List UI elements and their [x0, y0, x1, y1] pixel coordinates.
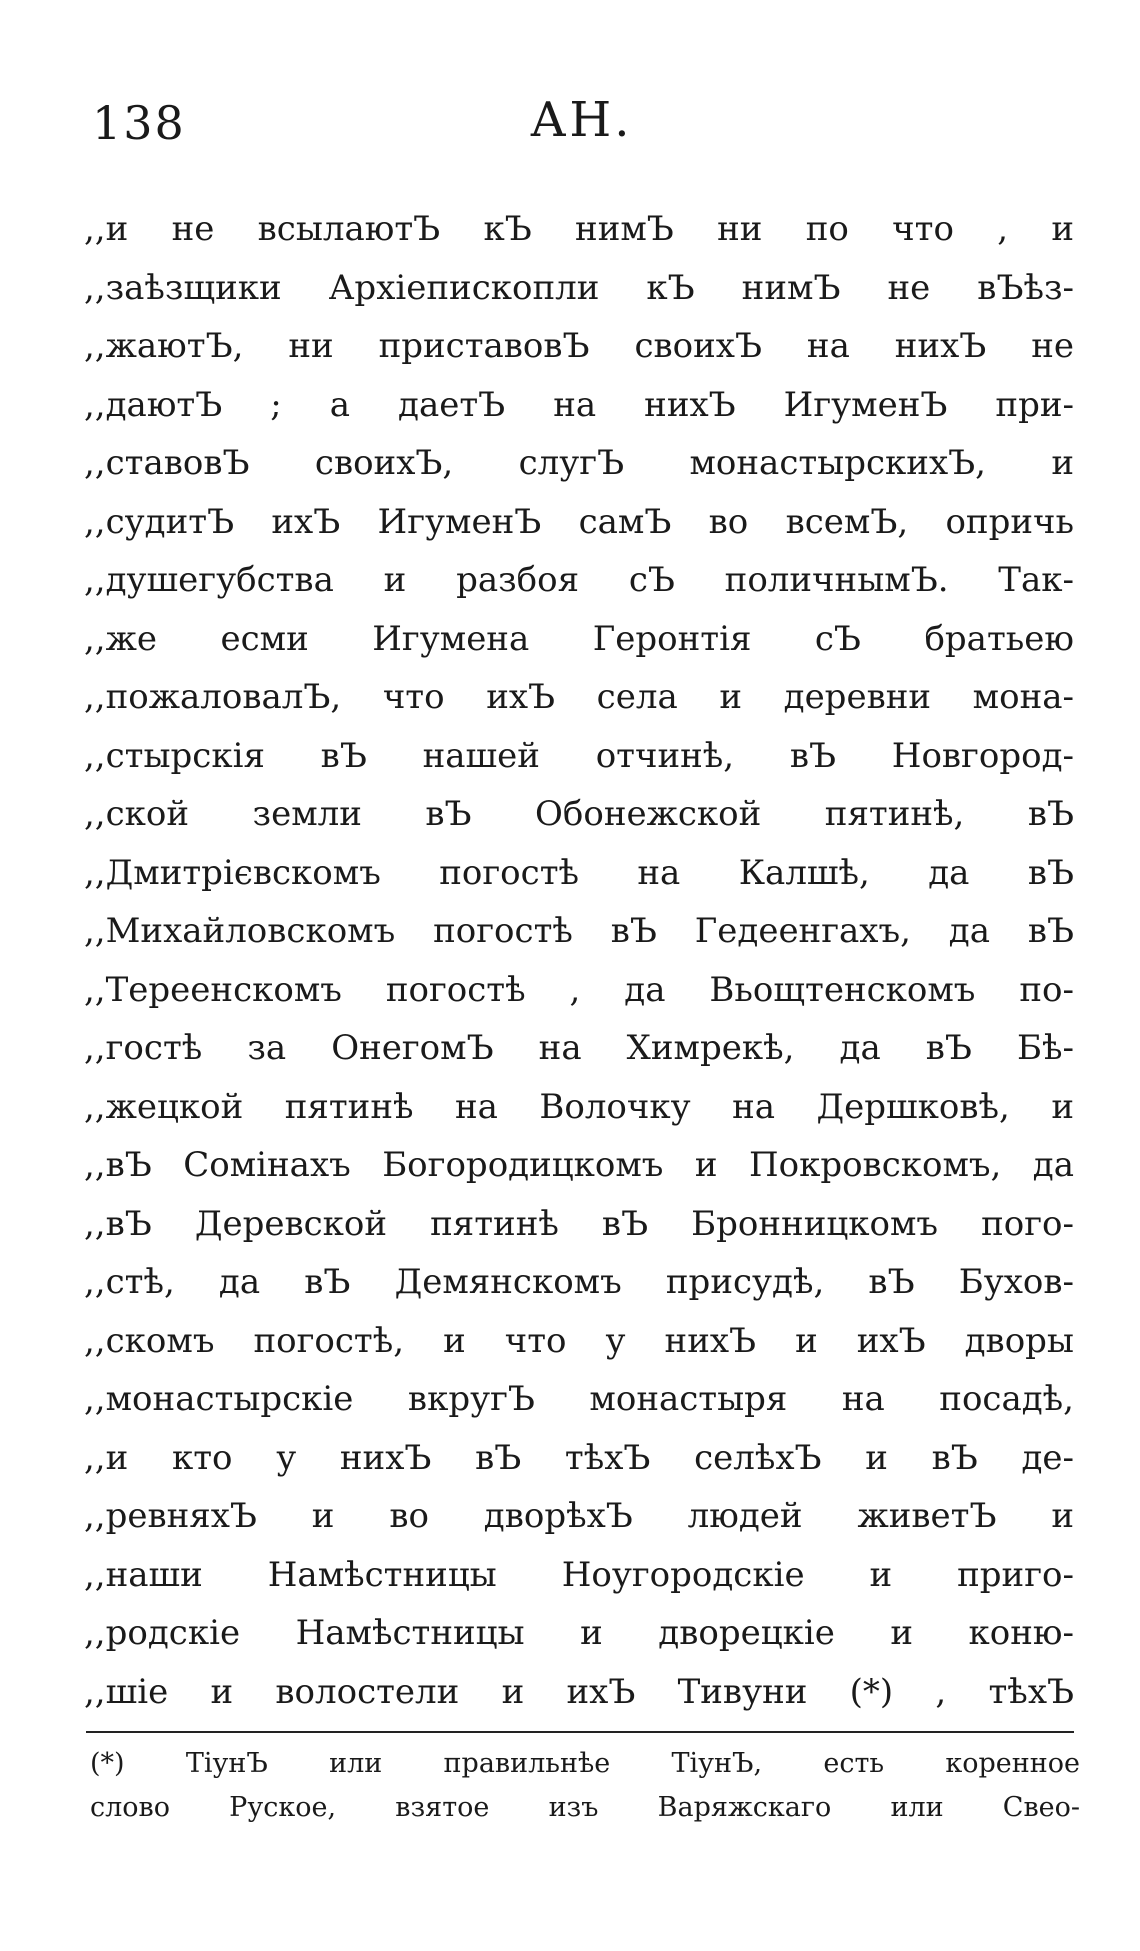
- text-line: ,,душегубства и разбоя сЪ поличнымЪ. Так-: [84, 560, 1074, 600]
- body-text: [84, 200, 1074, 1721]
- text-line: ,,Михайловскомъ погостѣ вЪ Гедеенгахъ, да вЪ: [84, 911, 1074, 951]
- footnote: [90, 1742, 1080, 1830]
- text-line: ,,и не всылаютЪ кЪ нимЪ ни по что , и: [84, 209, 1074, 249]
- text-line: ,,гостѣ за ОнегомЪ на Химрекѣ, да вЪ Бѣ-: [84, 1028, 1074, 1068]
- text-line: ,,вЪ Сомінахъ Богородицкомъ и Покровскомъ, да: [84, 1145, 1074, 1185]
- text-line: ,,вЪ Деревской пятинѣ вЪ Бронницкомъ пого-: [84, 1203, 1074, 1244]
- footnote-rule: [86, 1731, 1074, 1733]
- text-line: ,,скомъ погостѣ, и что у нихЪ и ихЪ дворы: [84, 1320, 1074, 1361]
- text-line: ,,же есми Игумена Геронтія сЪ братьею: [84, 618, 1074, 659]
- text-line: ,,даютЪ ; а даетЪ на нихЪ ИгуменЪ при-: [84, 384, 1074, 425]
- text-line: ,,заѣзщики Архіепископли кЪ нимЪ не вЪѣз-: [84, 267, 1074, 308]
- text-line: ,,ревняхЪ и во дворѣхЪ людей живетЪ и: [84, 1496, 1074, 1536]
- footnote-line: (*) ТіунЪ или правильнѣе ТіунЪ, есть коренное: [90, 1748, 1080, 1779]
- page-number: 138: [92, 96, 186, 150]
- text-line: ,,Тереенскомъ погостѣ , да Вьощтенскомъ по-: [84, 969, 1074, 1010]
- footnote-line: слово Руское, взятое изъ Варяжскаго или Свео-: [90, 1792, 1080, 1823]
- text-line: ,,жаютЪ, ни приставовЪ своихЪ на нихЪ не: [84, 326, 1074, 366]
- text-line: ,,монастырскіе вкругЪ монастыря на посадѣ,: [84, 1379, 1074, 1419]
- text-line: ,,и кто у нихЪ вЪ тѣхЪ селѣхЪ и вЪ де-: [84, 1437, 1074, 1478]
- text-line: ,,ставовЪ своихЪ, слугЪ монастырскихЪ, и: [84, 443, 1074, 483]
- text-line: ,,ской земли вЪ Обонежской пятинѣ, вЪ: [84, 794, 1074, 834]
- text-line: ,,стѣ, да вЪ Демянскомъ присудѣ, вЪ Бухов-: [84, 1262, 1074, 1302]
- text-line: ,,Дмитрієвскомъ погостѣ на Калшѣ, да вЪ: [84, 852, 1074, 893]
- text-line: ,,стырскія вЪ нашей отчинѣ, вЪ Новгород-: [84, 735, 1074, 776]
- text-line: ,,шіе и волостели и ихЪ Тивуни (*) , тѣхЪ: [84, 1671, 1074, 1712]
- text-line: ,,родскіе Намѣстницы и дворецкіе и коню-: [84, 1613, 1074, 1653]
- text-line: ,,жецкой пятинѣ на Волочку на Дершковѣ, и: [84, 1086, 1074, 1127]
- text-line: ,,наши Намѣстницы Ноугородскіе и приго-: [84, 1554, 1074, 1595]
- running-head: АН.: [530, 92, 633, 148]
- text-line: ,,судитЪ ихЪ ИгуменЪ самЪ во всемЪ, опричь: [84, 501, 1074, 542]
- text-line: ,,пожаловалЪ, что ихЪ села и деревни мона-: [84, 677, 1074, 717]
